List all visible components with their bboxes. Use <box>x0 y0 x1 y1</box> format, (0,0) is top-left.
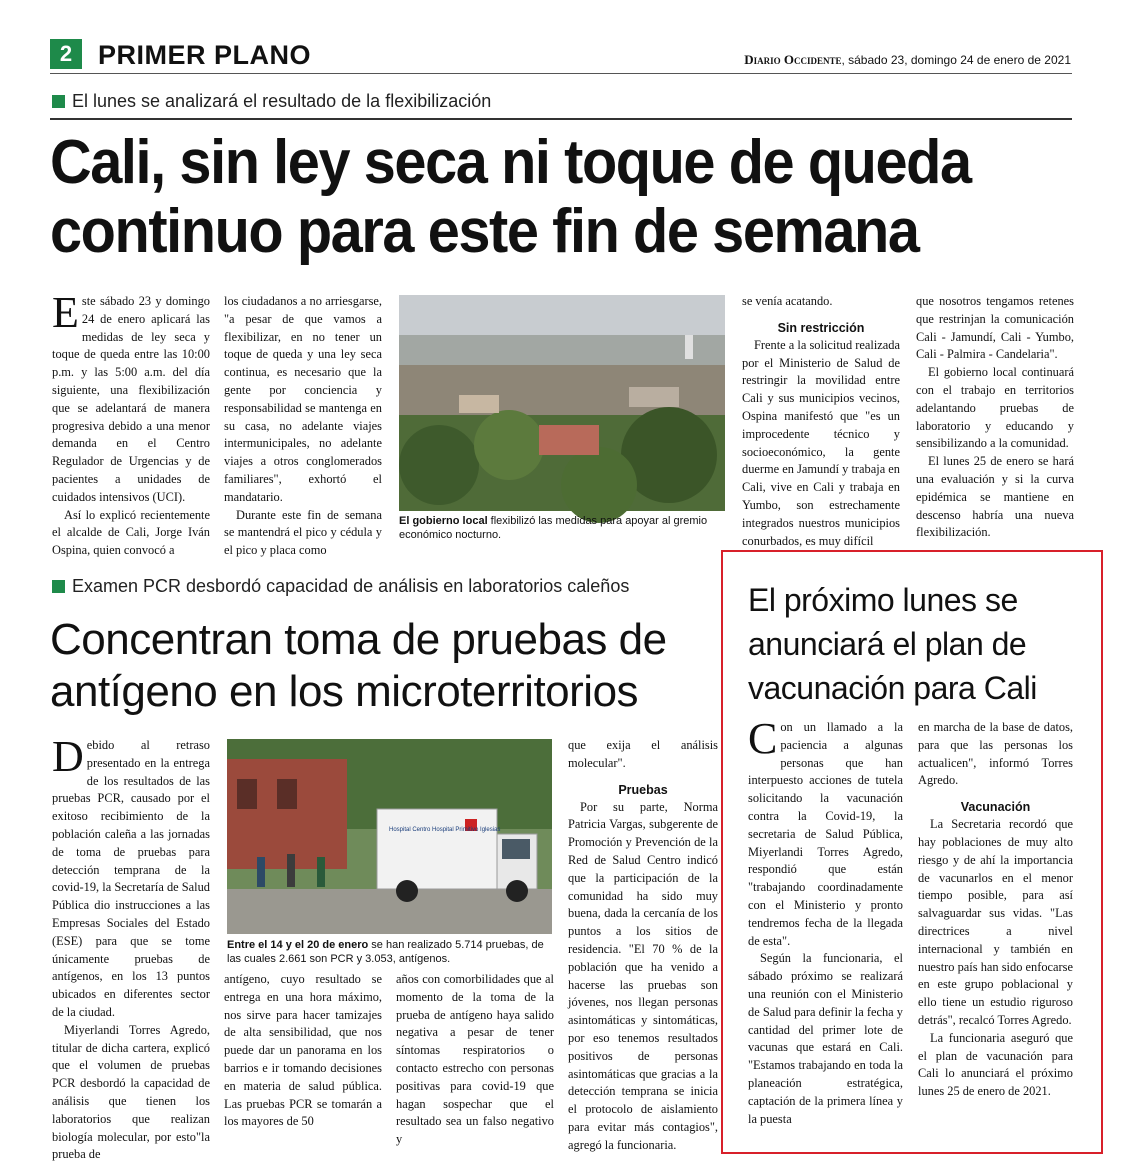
caption-text: flexibilizó las medidas para apoyar al gremio económico nocturno. <box>399 515 708 541</box>
issue-date: , sábado 23, domingo 24 de enero de 2021 <box>841 53 1071 67</box>
story2-col4-p2: Por su parte, Norma Patricia Vargas, subgerente de Promoción y Prevención de la Red de Salud Centro indicó que la participación de la comunidad ha sido muy buena, dada la cercanía de los puntos a los sitios de residencia. "El 70 % de la población que ha venido a hacerse las pruebas son jóvenes, nos llegan personas asintomáticas y sintomáticas, por eso tenemos resultados positivos de personas asintomáticas que gracias a la detección temprana se inicia el protocolo de aislamiento para evitar más contagios", agregó la funcionaria. <box>568 799 718 1152</box>
story2-col4-p1: que exija el análisis molecular". <box>568 738 718 770</box>
story3-col1 <box>748 714 903 1139</box>
story1-col1-p2: Así lo explicó recientemente el alcalde de Cali, Jorge Iván Ospina, quien convocó a <box>52 507 210 558</box>
story2-col4 <box>568 737 718 1152</box>
story3-col1-p2: Según la funcionaria, el sábado próximo se realizará una reunión con el Ministerio de Salud para definir la fecha y cantidad del primer lote de vacunas que estará en Cali. "Estamos trabajando en toda la planeación estratégica, captación de la primera línea y la puesta <box>748 951 903 1126</box>
story1-col4-p1: que nosotros tengamos retenes que restrinjan la comunicación Cali - Jamundí, Cali - Yumbo, Cali - Palmira - Candelaria". <box>916 294 1074 362</box>
story3-col1-p1: on un llamado a la paciencia a algunas personas que han interpuesto acciones de tutela solicitando la vacunación contra la Covid-19, la secretaria de Salud Pública, Miyerlandi Torres Agredo, respondió que están "trabajando coordinadamente con el Ministerio y pronto tendremos fecha de la llegada de esta". <box>748 720 903 948</box>
story1-col3-p2: Frente a la solicitud realizada por el Ministerio de Salud de restringir la movilidad entre Cali y sus municipios vecinos, Ospina manifestó que "es un improcedente técnico y socioeconómico, la gente duerme en Jamundí y trabaja en Cali, vive en Cali y trabaja en Yumbo, son estrechamente integrados nuestros municipios conurbados, es muy difícil <box>742 337 900 548</box>
story2-col3-p1: años con comorbilidades que al momento de la toma de la prueba de antígeno haya salido negativa a pesar de tener síntomas respiratorios o contacto estrecho con personas positivas para covid-19 que hagan sospechar que el resultado sea un falso negativo y <box>396 972 554 1147</box>
story3-col2 <box>918 719 1073 1139</box>
story2-kicker-text: Examen PCR desbordó capacidad de análisis en laboratorios caleños <box>72 576 630 596</box>
city-aerial-image <box>399 295 725 511</box>
story2-headline <box>50 614 740 718</box>
drop-cap: C <box>748 714 778 763</box>
story1-headline-line1: Cali, sin ley seca ni toque de queda <box>50 128 971 197</box>
subheading-vacunacion: Vacunación <box>960 800 1031 815</box>
story1-kicker <box>52 91 491 112</box>
story2-headline-line1: Concentran toma de pruebas de <box>50 615 667 664</box>
city-photo <box>399 295 725 511</box>
kicker-rule <box>50 118 1072 120</box>
subheading-pruebas: Pruebas <box>618 782 668 797</box>
square-bullet-icon <box>52 580 65 593</box>
story1-headline <box>50 128 1008 266</box>
van-sign: Hospital Centro Hospital Primitivo Iglesias <box>389 827 501 833</box>
story1-col1-p1: ste sábado 23 y domingo 24 de enero aplicará las medidas de ley seca y toque de queda entre las 10:00 p.m. y las 5:00 a.m. del día siguiente, una flexibilización que se adelantará de manera progresiva debido a una menor demanda en el Centro Regulador de Urgencias y de pacientes a unidades de cuidados intensivos (UCI). <box>52 294 210 504</box>
story3-col2-p2: La Secretaria recordó que hay poblaciones de muy alto riesgo y de ahí la importancia de vacunarlos en el menor tiempo posible, para así salvaguardar sus vidas. "Las directrices a nivel internacional y también en nuestro país han sido enfocarse en este grupo poblacional y ello tiene un estudio riguroso detrás", recalcó Torres Agredo. <box>918 817 1073 1027</box>
story1-photo-caption <box>399 514 729 542</box>
story2-col2 <box>224 971 382 1131</box>
caption-bold: Entre el 14 y el 20 de enero <box>227 939 369 951</box>
paper-name: Diario Occidente <box>744 52 842 67</box>
story1-kicker-text: El lunes se analizará el resultado de la flexibilización <box>72 91 492 111</box>
subheading-sin-restriccion: Sin restricción <box>777 320 865 335</box>
story2-col1-p2: Miyerlandi Torres Agredo, titular de dicha cartera, explicó que el volumen de pruebas PCR desbordó la capacidad de análisis que tienen los laboratorios que realizan biología molecular, por esto"la prueba de <box>52 1022 210 1162</box>
story1-col4-p2: El gobierno local continuará con el trabajo en territorios adelantando pruebas de laboratorio y educando y sensibilizando a la comunidad. <box>916 365 1074 451</box>
header-rule <box>50 73 1072 74</box>
square-bullet-icon <box>52 95 65 108</box>
story1-col3-p1: se venía acatando. <box>742 294 833 308</box>
story1-col1 <box>52 288 210 558</box>
story1-col4 <box>916 293 1074 553</box>
caption-bold: El gobierno local <box>399 515 488 527</box>
caption-text: se han realizado 5.714 pruebas, de las cuales 2.661 son PCR y 3.053, antígenos. <box>227 939 544 965</box>
story1-col2-p2: Durante este fin de semana se mantendrá el pico y cédula y el pico y placa como <box>224 507 382 558</box>
story1-col3 <box>742 293 900 553</box>
story1-col4-p3: El lunes 25 de enero se hará una evaluación y si la curva epidémica se mantiene en descenso habría una nueva flexibilización. <box>916 454 1074 540</box>
story2-col2-p1: antígeno, cuyo resultado se entrega en una hora máximo, nos sirve para hacer tamizajes de alta sensibilidad, que nos puede dar un panorama en los barrios e ir tomando decisiones en materia de salud pública. Las pruebas PCR se tomarán a los mayores de 50 <box>224 972 382 1129</box>
story1-col2 <box>224 293 382 558</box>
story1-col2-p1: los ciudadanos a no arriesgarse, "a pesar de que vamos a flexibilizar, en no tener un toque de queda y una ley seca continua, es necesario que la gente por conciencia y responsabilidad se mantenga en su casa, no adelante viajes intermunicipales, no adelante viajes a otros conglomerados familiares", exhortó el mandatario. <box>224 294 382 504</box>
story2-photo-caption <box>227 938 557 966</box>
section-title: PRIMER PLANO <box>98 40 312 70</box>
drop-cap: D <box>52 732 84 781</box>
story2-headline-line2: antígeno en los microterritorios <box>50 667 639 716</box>
page-number: 2 <box>50 39 82 69</box>
testing-van-photo <box>227 739 552 934</box>
story2-col1-p1: ebido al retraso presentado en la entrega de los resultados de las pruebas PCR, causado por el exitoso recibimiento de la población caleña a las jornadas de toma de pruebas para detección temprana de la covid-19, la Secretaría de Salud Pública dio instrucciones a las Empresas Sociales del Estado (ESE) para que se tome únicamente pruebas de antígenos, en los 13 puntos ubicados en diferentes sector de la ciudad. <box>52 738 210 1019</box>
story2-col1 <box>52 732 210 1162</box>
story2-col3 <box>396 971 554 1147</box>
story3-col2-p3: La funcionaria aseguró que el plan de vacunación para Cali lo anunciará el próximo lunes 25 de enero de 2021. <box>918 1030 1073 1099</box>
story2-kicker <box>52 576 629 597</box>
story3-headline: El próximo lunes se anunciará el plan de vacunación para Cali <box>748 582 1037 706</box>
testing-van-image <box>227 739 552 934</box>
story3-col2-p1: en marcha de la base de datos, para que las personas los actualicen", informó Torres Agredo. <box>918 720 1073 788</box>
story1-headline-line2: continuo para este fin de semana <box>50 197 919 266</box>
masthead <box>744 52 1071 68</box>
drop-cap: E <box>52 288 79 337</box>
